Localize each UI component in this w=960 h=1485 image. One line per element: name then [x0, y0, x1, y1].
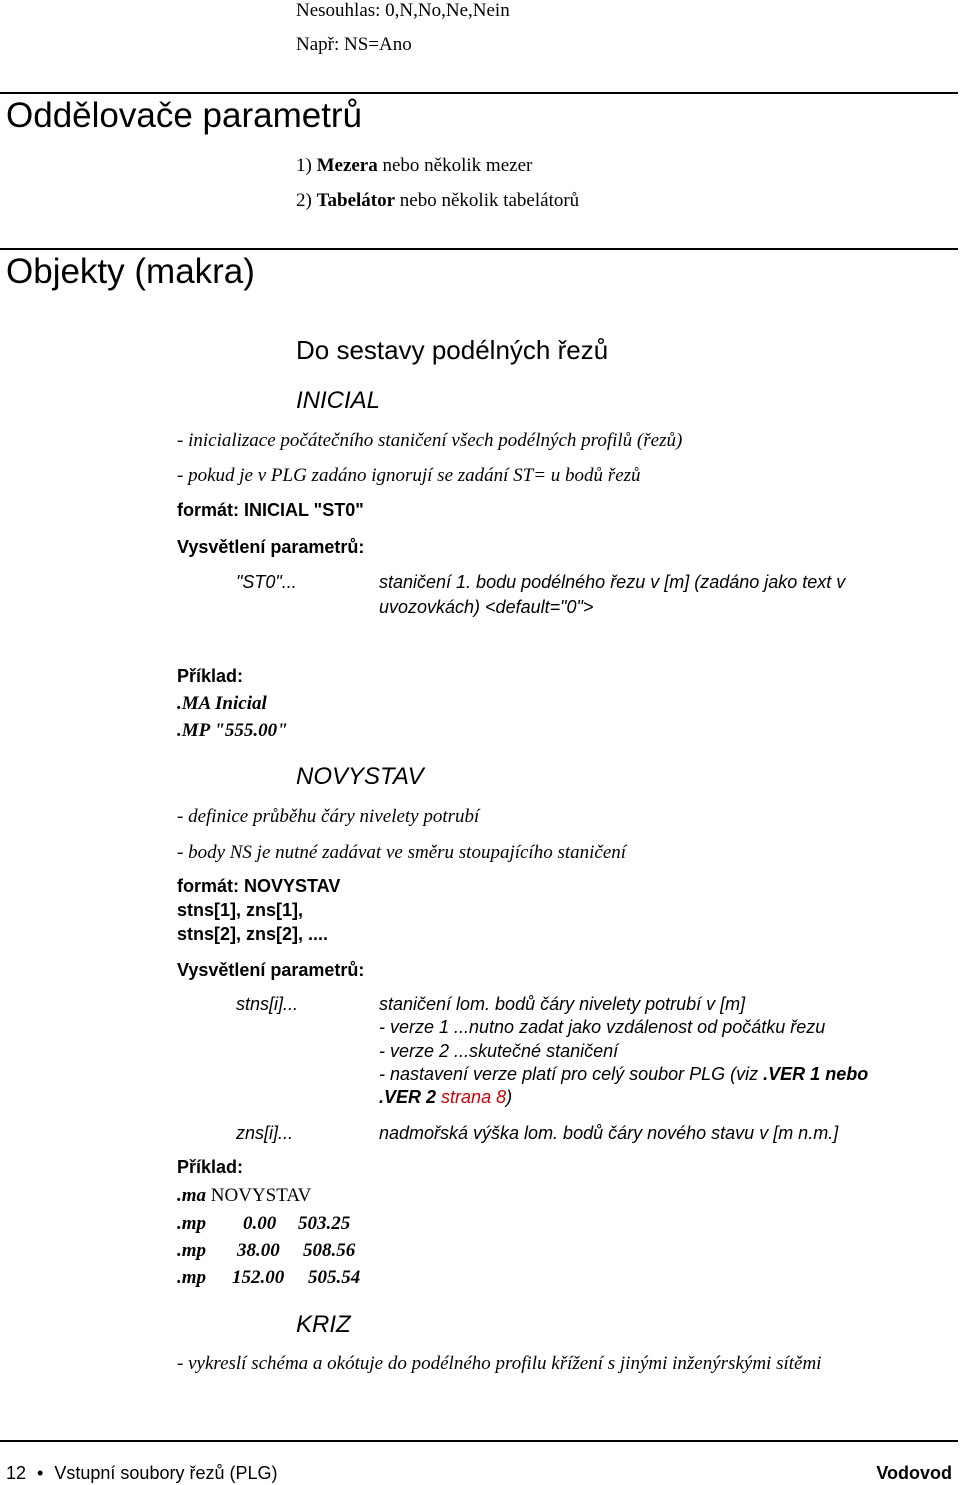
subsection-title: Do sestavy podélných řezů [296, 335, 609, 365]
inicial-line-1: - inicializace počátečního staničení všech podélných profilů (řezů) [177, 430, 683, 451]
novystav-p1-desc-5: .VER 2 strana 8) [379, 1087, 513, 1107]
inicial-example-1: .MA Inicial [177, 693, 267, 714]
page-link-strana-8[interactable]: strana 8 [441, 1087, 507, 1107]
novystav-example-row-a: 38.00 [237, 1240, 280, 1261]
footer-rule [0, 1440, 958, 1442]
novystav-example-head: .ma NOVYSTAV [177, 1185, 312, 1206]
footer-chapter: Vstupní soubory řezů (PLG) [54, 1463, 278, 1483]
footer-brand: Vodovod [876, 1463, 952, 1483]
novystav-heading: NOVYSTAV [296, 763, 424, 790]
novystav-example-row-b: 503.25 [298, 1213, 351, 1234]
inicial-param-desc-2: uvozovkách) <default="0"> [379, 597, 594, 617]
inicial-example-2: .MP "555.00" [177, 720, 288, 741]
novystav-format-2: stns[1], zns[1], [177, 900, 304, 920]
novystav-line-1: - definice průběhu čáry nivelety potrubí [177, 806, 480, 827]
novystav-line-2: - body NS je nutné zadávat ve směru stoupajícího staničení [177, 842, 627, 863]
novystav-example-label: Příklad: [177, 1157, 244, 1177]
novystav-example-row: .mp [177, 1267, 207, 1288]
separator-item-2: 2) Tabelátor nebo několik tabelátorů [296, 190, 580, 211]
novystav-p2-desc: nadmořská výška lom. bodů čáry nového stavu v [m n.m.] [379, 1123, 839, 1143]
novystav-p1-desc-1: staničení lom. bodů čáry nivelety potrubí v [m] [379, 994, 746, 1014]
inicial-format: formát: INICIAL "ST0" [177, 500, 364, 520]
section-rule-objects [0, 248, 958, 250]
inicial-example-label: Příklad: [177, 666, 244, 686]
novystav-p1-desc-4: - nastavení verze platí pro celý soubor PLG (viz .VER 1 nebo [379, 1064, 869, 1084]
novystav-p1-desc-2: - verze 1 ...nutno zadat jako vzdálenost od počátku řezu [379, 1017, 826, 1037]
bullet-icon: • [37, 1463, 44, 1483]
footer-left [6, 1463, 277, 1484]
novystav-example-row: .mp [177, 1213, 207, 1234]
novystav-example-row-a: 0.00 [243, 1213, 277, 1234]
novystav-example-row: .mp [177, 1240, 207, 1261]
novystav-p1-name: stns[i]... [236, 994, 299, 1014]
section-title-separators: Oddělovače parametrů [6, 96, 363, 135]
top-line-2: Např: NS=Ano [296, 34, 412, 55]
kriz-line-1: - vykreslí schéma a okótuje do podélného profilu křížení s jinými inženýrskými sítěmi [177, 1353, 822, 1374]
section-title-objects: Objekty (makra) [6, 252, 255, 291]
novystav-explain-label: Vysvětlení parametrů: [177, 960, 365, 980]
inicial-param-name: "ST0"... [236, 572, 297, 592]
novystav-format-3: stns[2], zns[2], .... [177, 924, 329, 944]
inicial-explain-label: Vysvětlení parametrů: [177, 537, 365, 557]
top-line-1: Nesouhlas: 0,N,No,Ne,Nein [296, 0, 510, 21]
novystav-p2-name: zns[i]... [236, 1123, 294, 1143]
separator-item-1: 1) Mezera nebo několik mezer [296, 155, 533, 176]
novystav-example-row-b: 508.56 [303, 1240, 356, 1261]
inicial-param-desc-1: staničení 1. bodu podélného řezu v [m] (zadáno jako text v [379, 572, 846, 592]
novystav-p1-desc-3: - verze 2 ...skutečné staničení [379, 1041, 619, 1061]
inicial-line-2: - pokud je v PLG zadáno ignorují se zadání ST= u bodů řezů [177, 465, 641, 486]
novystav-format-1: formát: NOVYSTAV [177, 876, 341, 896]
kriz-heading: KRIZ [296, 1311, 351, 1338]
novystav-example-row-b: 505.54 [308, 1267, 361, 1288]
novystav-example-row-a: 152.00 [232, 1267, 285, 1288]
section-rule-separators [0, 92, 958, 94]
inicial-heading: INICIAL [296, 387, 381, 414]
page-number: 12 [6, 1463, 27, 1483]
